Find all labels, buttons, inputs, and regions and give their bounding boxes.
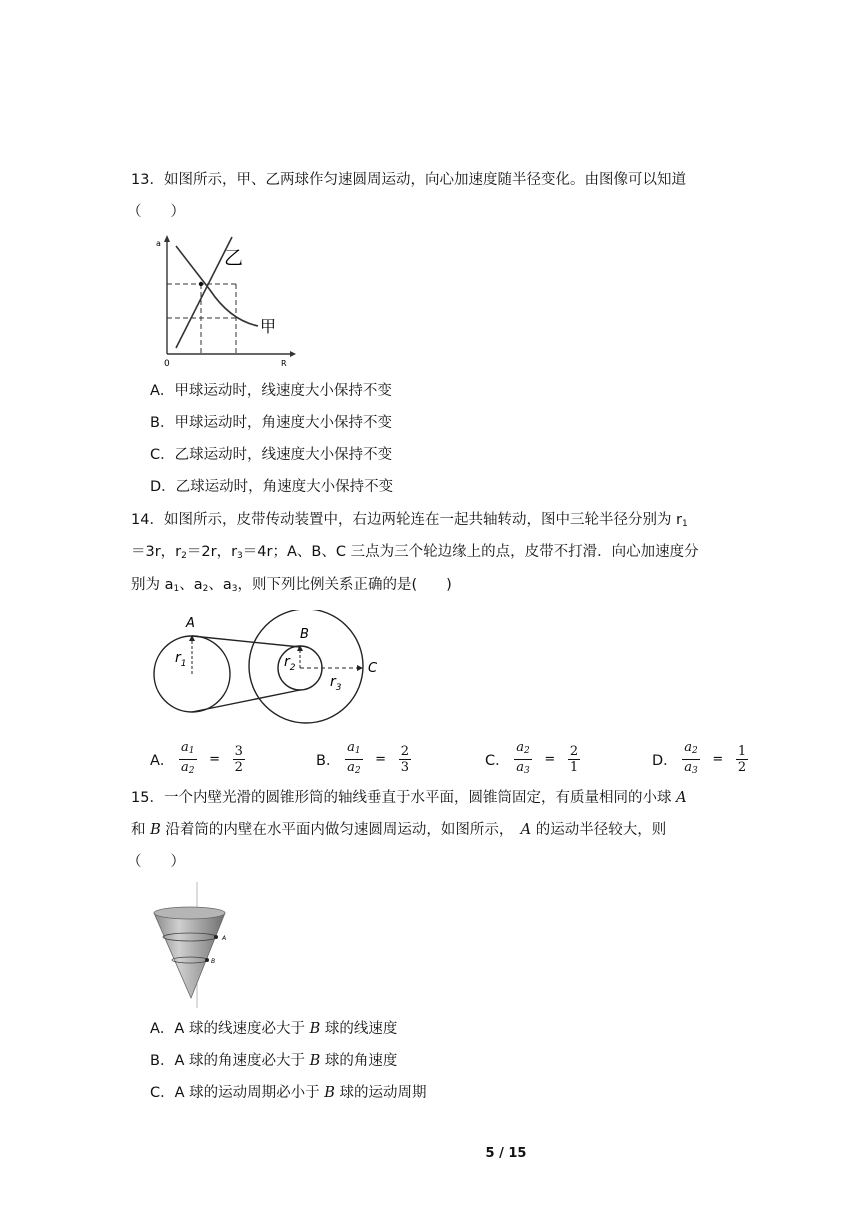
page-number: 5 / 15 xyxy=(485,1146,527,1161)
q15-cone-body xyxy=(154,913,225,998)
q14-option-d: D． $\frac{a_2}{a_3}$ = $\frac{1}{2}$ xyxy=(652,740,747,776)
q14-label-r3: $r_3$ xyxy=(330,674,342,693)
q13-stem-line1: 13．如图所示，甲、乙两球作匀速圆周运动，向心加速度随半径变化。由图像可以知道 xyxy=(131,172,686,188)
q15-ball-b xyxy=(205,958,209,962)
q13-curve-jia xyxy=(176,246,258,326)
q14-belt-bottom xyxy=(192,690,300,712)
q15-label-a: A xyxy=(222,935,227,942)
q13-answer-paren: （ ） xyxy=(127,204,185,220)
q15-option-a: A．A 球的线速度必大于 B 球的线速度 xyxy=(150,1021,398,1037)
q15-label-b: B xyxy=(211,958,216,965)
q13-y-label: a xyxy=(156,239,161,248)
q13-graph xyxy=(150,232,300,372)
q14-belt-top xyxy=(192,636,300,647)
q14-stem-line3: 别为 $a_1$、$a_2$、$a_3$，则下列比例关系正确的是( ) xyxy=(131,577,452,594)
q13-label-jia: 甲 xyxy=(260,317,277,336)
q13-option-a: A．甲球运动时，线速度大小保持不变 xyxy=(150,383,392,399)
q14-option-b: B． $\frac{a_1}{a_2}$ = $\frac{2}{3}$ xyxy=(316,740,409,776)
q15-cone-figure xyxy=(145,880,255,1010)
q14-pulley-figure xyxy=(148,610,398,740)
q14-point-c: C xyxy=(368,661,378,676)
q14-point-a: A xyxy=(186,616,195,631)
q13-origin-label: 0 xyxy=(164,359,170,369)
q13-option-c: C．乙球运动时，线速度大小保持不变 xyxy=(150,447,393,463)
q15-answer-paren: （ ） xyxy=(127,854,185,870)
q14-label-r2: $r_2$ xyxy=(284,654,296,673)
q15-stem-line2: 和 B 沿着筒的内壁在水平面内做匀速圆周运动，如图所示， A 的运动半径较大，则 xyxy=(131,822,667,838)
q13-option-b: B．甲球运动时，角速度大小保持不变 xyxy=(150,415,392,431)
q14-option-c: C． $\frac{a_2}{a_3}$ = $\frac{2}{1}$ xyxy=(485,740,579,776)
q13-option-d: D．乙球运动时，角速度大小保持不变 xyxy=(150,479,394,495)
q15-cone-rim xyxy=(154,907,225,919)
q15-ball-a xyxy=(214,935,218,939)
q14-option-a: A． $\frac{a_1}{a_2}$ = $\frac{3}{2}$ xyxy=(150,740,243,776)
q13-label-yi: 乙 xyxy=(224,247,244,269)
q15-stem-line1: 15．一个内壁光滑的圆锥形筒的轴线垂直于水平面，圆锥筒固定，有质量相同的小球 A xyxy=(131,790,687,806)
q14-stem-line2: ＝3r，$r_2=2r$，$r_3=4r$；A、B、C 三点为三个轮边缘上的点，皮带不打滑．向心加速度分 xyxy=(131,544,699,561)
q14-stem-line1: 14．如图所示，皮带传动装置中，右边两轮连在一起共轴转动，图中三轮半径分别为 $r_1$ xyxy=(131,512,688,529)
q14-point-b: B xyxy=(300,627,309,642)
q15-option-c: C．A 球的运动周期必小于 B 球的运动周期 xyxy=(150,1085,427,1101)
q14-label-r1: $r_1$ xyxy=(175,650,187,669)
q13-x-label: R xyxy=(281,359,287,368)
q15-option-b: B．A 球的角速度必大于 B 球的角速度 xyxy=(150,1053,398,1069)
